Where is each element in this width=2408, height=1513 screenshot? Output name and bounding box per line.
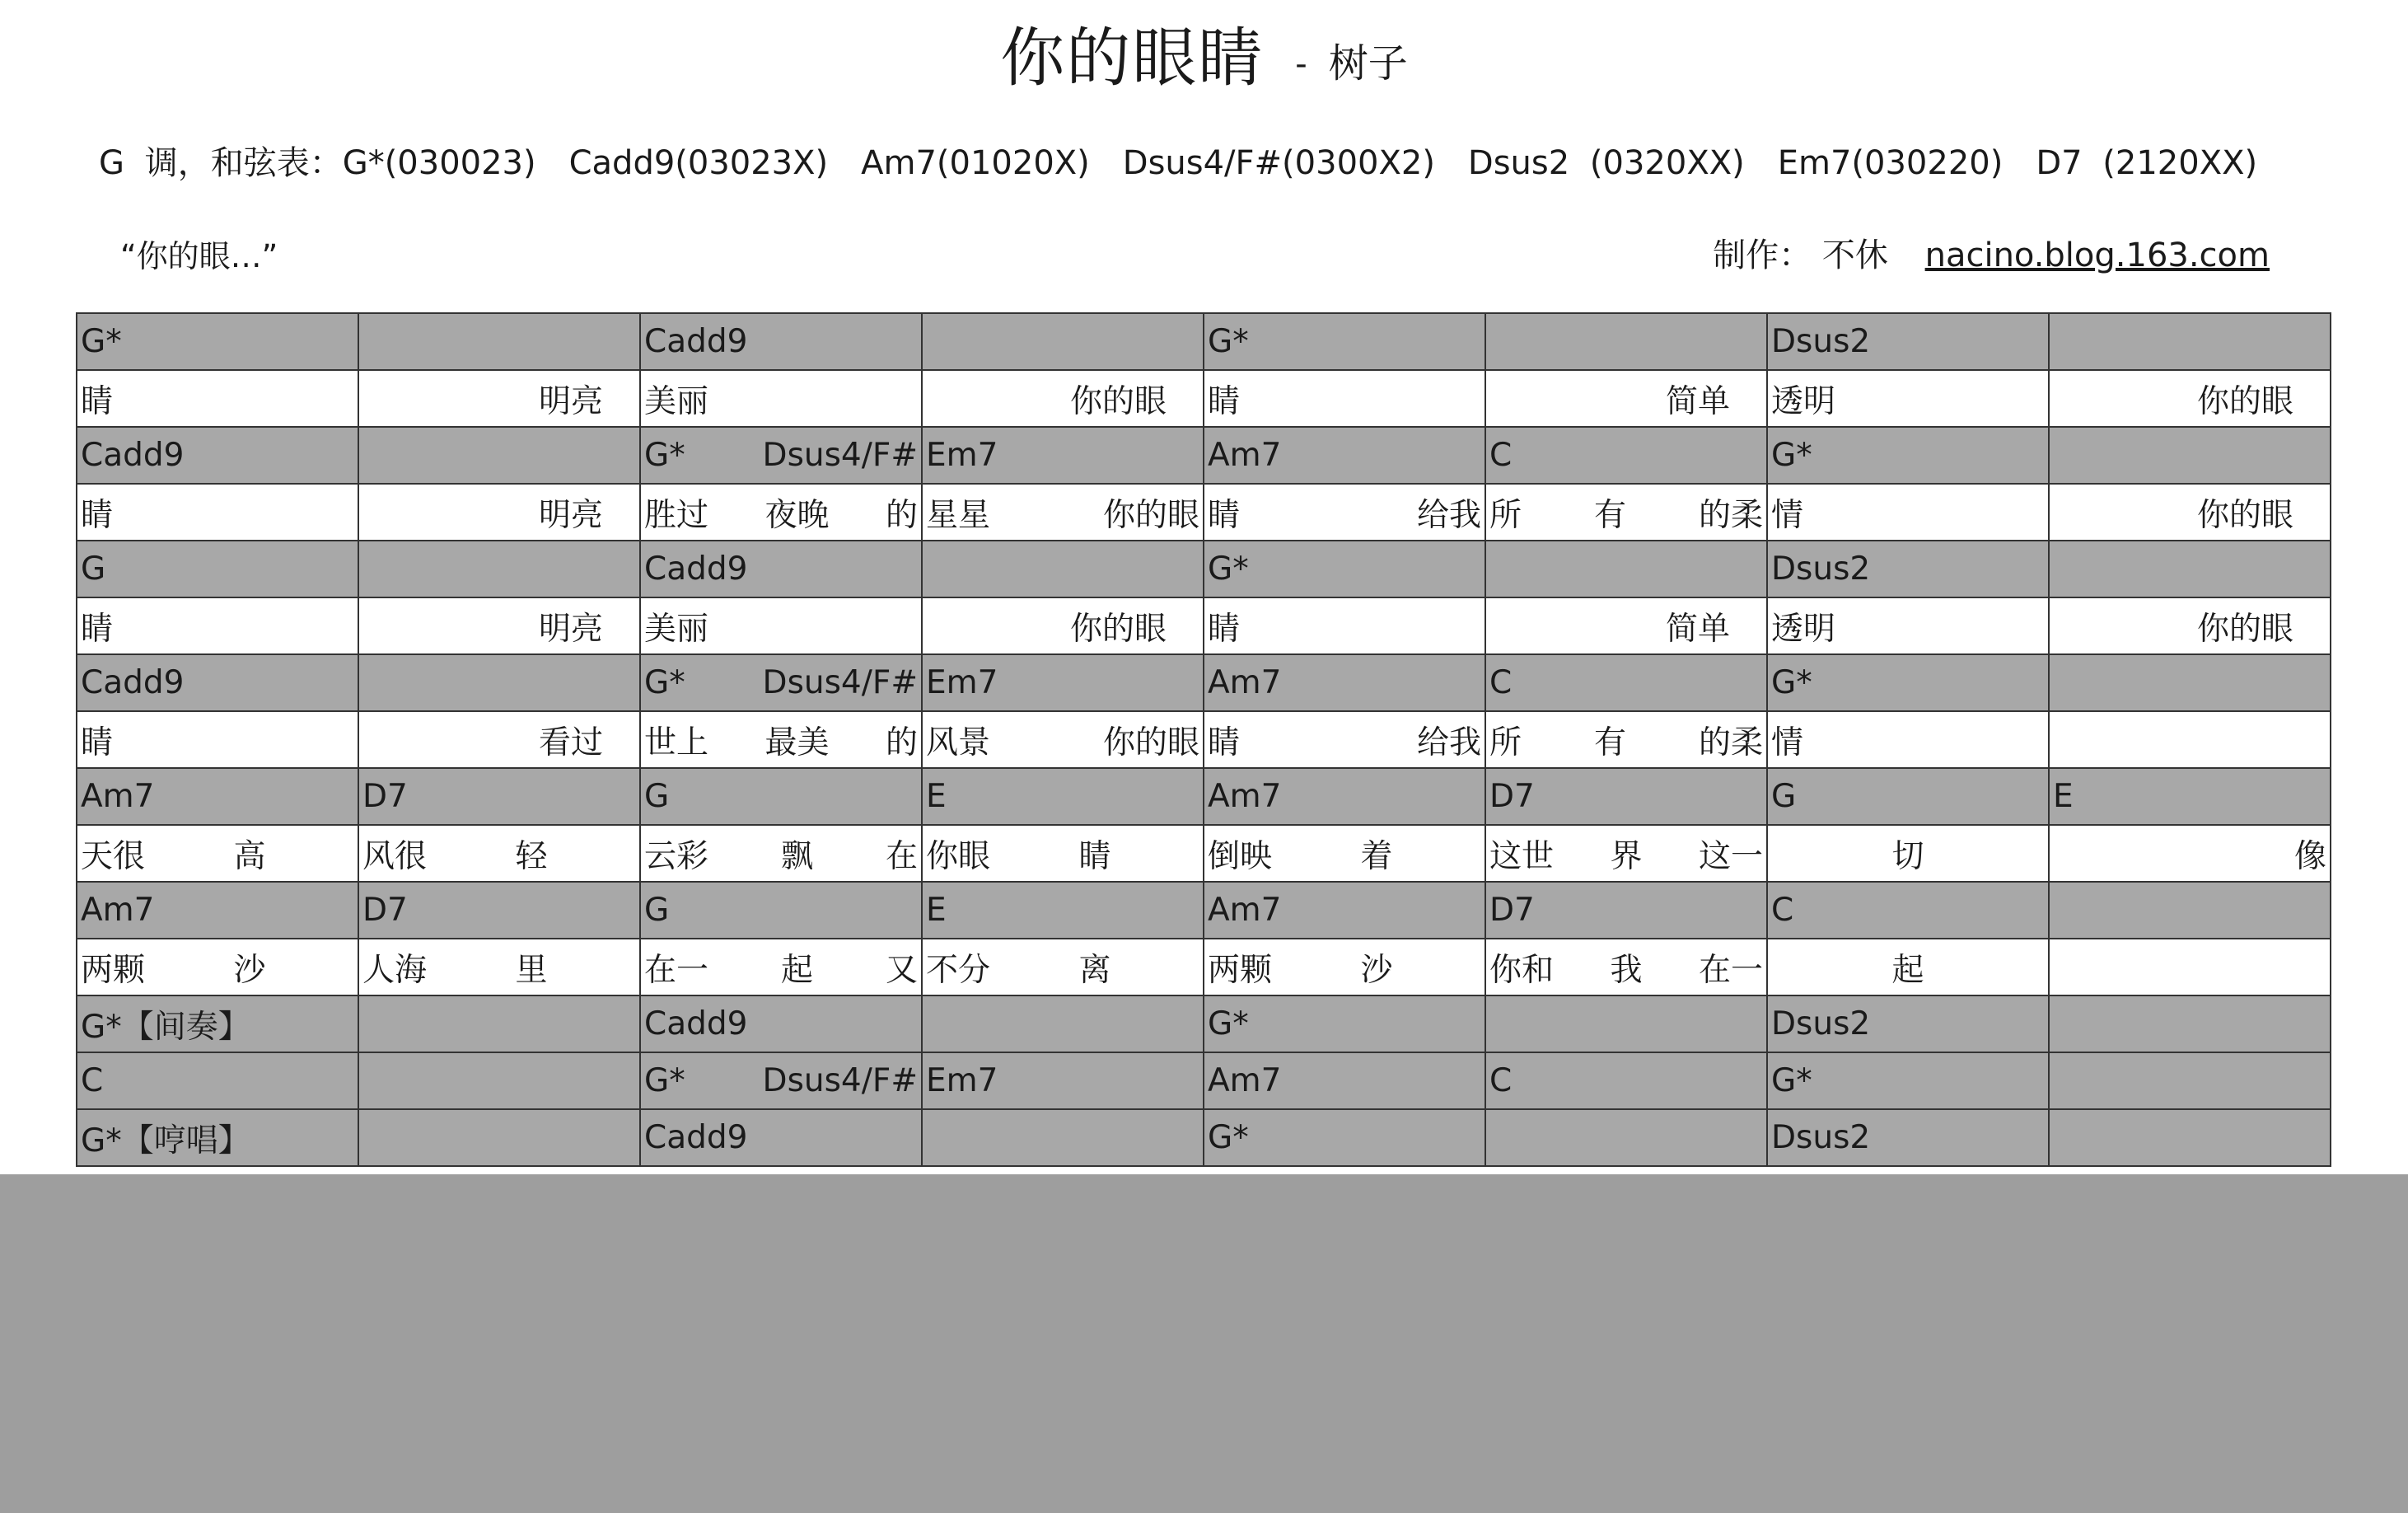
lyric-cell bbox=[1204, 484, 1485, 541]
lyric-text: 夜晚 bbox=[764, 496, 830, 534]
lyric-cell bbox=[922, 370, 1204, 427]
chord-name: G* bbox=[644, 437, 685, 474]
lyric-text: 简单 bbox=[1665, 610, 1730, 648]
lyric-text: 的柔 bbox=[1698, 724, 1763, 761]
lyric-text: 在一 bbox=[644, 951, 709, 989]
chord-cell bbox=[1485, 427, 1767, 484]
chord-row bbox=[77, 1109, 2331, 1166]
chord-cell bbox=[640, 654, 922, 711]
chord-cell bbox=[358, 768, 640, 825]
lyric-cell bbox=[1485, 939, 1767, 995]
chord-name: G* bbox=[1208, 323, 1249, 360]
chord-name: Dsus4/F# bbox=[762, 664, 918, 701]
lyric-text: 给我 bbox=[1416, 724, 1481, 761]
chord-name: D7 bbox=[362, 892, 408, 929]
lyric-text: 睛 bbox=[81, 382, 114, 420]
lyric-text: 睛 bbox=[1208, 610, 1241, 648]
lyric-cell bbox=[77, 939, 358, 995]
chord-cell bbox=[640, 1052, 922, 1109]
lyric-text: 世上 bbox=[644, 724, 709, 761]
chord-cell bbox=[922, 541, 1204, 597]
chord-cell bbox=[1485, 882, 1767, 939]
chord-name: G* bbox=[1208, 1119, 1249, 1156]
chord-name: C bbox=[81, 1062, 104, 1099]
chord-name: Am7 bbox=[1208, 437, 1282, 474]
chord-name: G bbox=[81, 550, 106, 588]
lyric-cell bbox=[922, 484, 1204, 541]
lyric-cell bbox=[2049, 484, 2331, 541]
chord-cell bbox=[77, 313, 358, 370]
chord-cell bbox=[2049, 427, 2331, 484]
lyric-text: 你的眼 bbox=[2196, 610, 2293, 648]
chord-cell bbox=[640, 427, 922, 484]
lyric-cell bbox=[1204, 711, 1485, 768]
lyric-text: 高 bbox=[233, 837, 266, 875]
chord-row bbox=[77, 313, 2331, 370]
chord-name: G*【哼唱】 bbox=[81, 1122, 250, 1159]
lyric-text: 你的眼 bbox=[1069, 610, 1167, 648]
chord-cell bbox=[358, 654, 640, 711]
lyric-text: 天很 bbox=[81, 837, 146, 875]
lyric-text: 胜过 bbox=[644, 496, 709, 534]
lyric-text: 你眼 bbox=[926, 837, 991, 875]
lyric-cell bbox=[640, 484, 922, 541]
lyric-cell bbox=[358, 939, 640, 995]
lyric-text: 所 bbox=[1489, 496, 1522, 534]
lyric-text: 睛 bbox=[1078, 837, 1111, 875]
lyric-text: 你的眼 bbox=[1069, 382, 1167, 420]
lyric-text: 睛 bbox=[81, 610, 114, 648]
chord-cell bbox=[1767, 1109, 2049, 1166]
chord-cell bbox=[1767, 313, 2049, 370]
chord-cell bbox=[358, 427, 640, 484]
lyric-row bbox=[77, 711, 2331, 768]
lyric-text: 美丽 bbox=[644, 382, 709, 420]
chord-name: Em7 bbox=[926, 664, 998, 701]
chord-sheet-table bbox=[76, 312, 2331, 1167]
lyric-text: 着 bbox=[1360, 837, 1393, 875]
chord-cell bbox=[77, 1109, 358, 1166]
lyric-text: 明亮 bbox=[538, 610, 603, 648]
lyric-text: 睛 bbox=[81, 724, 114, 761]
lyric-text: 透明 bbox=[1771, 382, 1836, 420]
lyric-text: 起 bbox=[1891, 951, 1924, 989]
lyric-text: 明亮 bbox=[538, 382, 603, 420]
chord-name: Am7 bbox=[1208, 892, 1282, 929]
chord-cell bbox=[2049, 313, 2331, 370]
chord-name: D7 bbox=[1489, 778, 1535, 815]
lyric-text: 界 bbox=[1610, 837, 1643, 875]
lyric-cell bbox=[1204, 597, 1485, 654]
chord-name: Cadd9 bbox=[81, 664, 185, 701]
chord-name: Cadd9 bbox=[644, 1119, 748, 1156]
lyric-text: 的 bbox=[885, 724, 918, 761]
chord-cell bbox=[922, 427, 1204, 484]
lyric-text: 又 bbox=[885, 951, 918, 989]
lyric-text: 不分 bbox=[926, 951, 991, 989]
lyric-text: 飘 bbox=[780, 837, 813, 875]
gray-overlay-panel bbox=[0, 1174, 2408, 1513]
chord-cell bbox=[1204, 995, 1485, 1052]
chord-name: Dsus2 bbox=[1771, 1119, 1871, 1156]
lyric-text: 星星 bbox=[926, 496, 991, 534]
chord-name: C bbox=[1489, 1062, 1513, 1099]
lyric-text: 的柔 bbox=[1698, 496, 1763, 534]
lyric-cell bbox=[77, 484, 358, 541]
lyric-text: 两颗 bbox=[1208, 951, 1273, 989]
credit-name: 不休 bbox=[1821, 237, 1888, 274]
lyric-text: 你和 bbox=[1489, 951, 1555, 989]
chord-cell bbox=[1204, 882, 1485, 939]
chord-cell bbox=[77, 654, 358, 711]
lyric-text: 轻 bbox=[515, 837, 548, 875]
chord-cell bbox=[1204, 1109, 1485, 1166]
chord-cell bbox=[1485, 313, 1767, 370]
lyric-cell bbox=[922, 711, 1204, 768]
lyric-cell bbox=[1485, 711, 1767, 768]
chord-cell bbox=[922, 768, 1204, 825]
chord-cell bbox=[77, 541, 358, 597]
lyric-text: 这一 bbox=[1698, 837, 1763, 875]
chord-cell bbox=[640, 541, 922, 597]
lyric-cell bbox=[2049, 370, 2331, 427]
lyric-cell bbox=[358, 484, 640, 541]
lyric-cell bbox=[922, 939, 1204, 995]
chord-name: Cadd9 bbox=[81, 437, 185, 474]
lyric-text: 沙 bbox=[233, 951, 266, 989]
chord-name: Dsus2 bbox=[1771, 550, 1871, 588]
chord-name: E bbox=[2053, 778, 2074, 815]
lyric-cell bbox=[1767, 825, 2049, 882]
chord-row bbox=[77, 541, 2331, 597]
chord-cell bbox=[358, 1052, 640, 1109]
chord-name: G* bbox=[1771, 1062, 1812, 1099]
lyric-text: 睛 bbox=[1208, 724, 1241, 761]
chord-name: G bbox=[644, 892, 670, 929]
lyric-cell bbox=[1485, 825, 1767, 882]
chord-cell bbox=[640, 768, 922, 825]
chord-cell bbox=[358, 995, 640, 1052]
chord-cell bbox=[358, 882, 640, 939]
lyric-cell bbox=[358, 711, 640, 768]
chord-name: G* bbox=[1208, 550, 1249, 588]
chord-cell bbox=[2049, 768, 2331, 825]
chord-name: Am7 bbox=[1208, 778, 1282, 815]
lyric-cell bbox=[1485, 597, 1767, 654]
lyric-cell bbox=[640, 825, 922, 882]
lyric-text: 所 bbox=[1489, 724, 1522, 761]
chord-cell bbox=[1767, 541, 2049, 597]
lyric-cell bbox=[1204, 939, 1485, 995]
lyric-text: 在一 bbox=[1698, 951, 1763, 989]
intro-quote: “你的眼…” bbox=[120, 238, 278, 274]
lyric-text: 睛 bbox=[1208, 496, 1241, 534]
lyric-text: 美丽 bbox=[644, 610, 709, 648]
lyric-text: 简单 bbox=[1665, 382, 1730, 420]
lyric-text: 睛 bbox=[81, 496, 114, 534]
chord-cell bbox=[922, 1052, 1204, 1109]
chord-name: E bbox=[926, 778, 947, 815]
lyric-cell bbox=[2049, 825, 2331, 882]
lyric-text: 离 bbox=[1078, 951, 1111, 989]
chord-name: D7 bbox=[1489, 892, 1535, 929]
chord-name: G* bbox=[1208, 1005, 1249, 1042]
lyric-text: 这世 bbox=[1489, 837, 1555, 875]
chord-cell bbox=[2049, 1052, 2331, 1109]
chord-cell bbox=[922, 882, 1204, 939]
chord-cell bbox=[922, 313, 1204, 370]
lyric-row bbox=[77, 939, 2331, 995]
chord-cell bbox=[77, 882, 358, 939]
chord-name: Dsus4/F# bbox=[762, 1062, 918, 1099]
chord-cell bbox=[1767, 654, 2049, 711]
chord-name: Am7 bbox=[1208, 1062, 1282, 1099]
lyric-text: 风景 bbox=[926, 724, 991, 761]
chord-cell bbox=[1204, 427, 1485, 484]
lyric-text: 你的眼 bbox=[2196, 382, 2293, 420]
chord-name: Em7 bbox=[926, 437, 998, 474]
chord-cell bbox=[1485, 995, 1767, 1052]
lyric-row bbox=[77, 484, 2331, 541]
lyric-cell bbox=[1204, 825, 1485, 882]
lyric-text: 起 bbox=[780, 951, 813, 989]
lyric-text: 你的眼 bbox=[1102, 496, 1199, 534]
lyric-cell bbox=[358, 825, 640, 882]
lyric-cell bbox=[2049, 597, 2331, 654]
lyric-text: 最美 bbox=[764, 724, 830, 761]
chord-cell bbox=[1204, 654, 1485, 711]
chord-name: Am7 bbox=[81, 892, 155, 929]
lyric-cell bbox=[640, 939, 922, 995]
lyric-text: 两颗 bbox=[81, 951, 146, 989]
lyric-text: 在 bbox=[885, 837, 918, 875]
chord-cell bbox=[1204, 1052, 1485, 1109]
lyric-text: 你的眼 bbox=[2196, 496, 2293, 534]
chord-cell bbox=[358, 541, 640, 597]
chord-cell bbox=[1767, 995, 2049, 1052]
chord-name: G bbox=[644, 778, 670, 815]
song-title-bar bbox=[0, 7, 2408, 99]
lyric-cell bbox=[640, 370, 922, 427]
lyric-cell bbox=[358, 370, 640, 427]
chord-name: Em7 bbox=[926, 1062, 998, 1099]
title-dash: - bbox=[1295, 45, 1307, 83]
lyric-cell bbox=[922, 825, 1204, 882]
lyric-row bbox=[77, 597, 2331, 654]
lyric-cell bbox=[922, 597, 1204, 654]
chord-row bbox=[77, 882, 2331, 939]
chord-name: G*【间奏】 bbox=[81, 1008, 250, 1046]
chord-name: C bbox=[1489, 437, 1513, 474]
chord-cell bbox=[922, 995, 1204, 1052]
lyric-text: 人海 bbox=[362, 951, 428, 989]
lyric-cell bbox=[77, 825, 358, 882]
lyric-cell bbox=[2049, 939, 2331, 995]
chord-cell bbox=[77, 768, 358, 825]
chord-row bbox=[77, 427, 2331, 484]
song-title: 你的眼睛 bbox=[1000, 21, 1265, 96]
chord-name: Dsus2 bbox=[1771, 323, 1871, 360]
chord-cell bbox=[640, 995, 922, 1052]
lyric-cell bbox=[1767, 711, 2049, 768]
lyric-text: 有 bbox=[1593, 724, 1626, 761]
lyric-text: 透明 bbox=[1771, 610, 1836, 648]
lyric-text: 倒映 bbox=[1208, 837, 1273, 875]
chord-name: E bbox=[926, 892, 947, 929]
lyric-text: 切 bbox=[1891, 837, 1924, 875]
lyric-cell bbox=[2049, 711, 2331, 768]
lyric-cell bbox=[1485, 370, 1767, 427]
chord-cell bbox=[2049, 882, 2331, 939]
lyric-row bbox=[77, 370, 2331, 427]
lyric-text: 风很 bbox=[362, 837, 428, 875]
lyric-text: 的 bbox=[885, 496, 918, 534]
lyric-text: 明亮 bbox=[538, 496, 603, 534]
lyric-text: 情 bbox=[1771, 496, 1804, 534]
chord-name: G* bbox=[1771, 437, 1812, 474]
lyric-cell bbox=[1204, 370, 1485, 427]
artist-name: 树子 bbox=[1328, 40, 1408, 87]
chord-row bbox=[77, 1052, 2331, 1109]
lyric-row bbox=[77, 825, 2331, 882]
blog-link[interactable]: nacino.blog.163.com bbox=[1924, 237, 2270, 274]
chord-cell bbox=[77, 1052, 358, 1109]
chord-name: Am7 bbox=[81, 778, 155, 815]
lyric-text: 情 bbox=[1771, 724, 1804, 761]
lyric-text: 我 bbox=[1610, 951, 1643, 989]
chord-name: G* bbox=[644, 1062, 685, 1099]
lyric-cell bbox=[77, 711, 358, 768]
chord-cell bbox=[1485, 768, 1767, 825]
chord-cell bbox=[1204, 541, 1485, 597]
chord-name: Cadd9 bbox=[644, 1005, 748, 1042]
chord-row bbox=[77, 654, 2331, 711]
chord-name: Cadd9 bbox=[644, 323, 748, 360]
lyric-text: 睛 bbox=[1208, 382, 1241, 420]
chord-name: G* bbox=[644, 664, 685, 701]
lyric-text: 像 bbox=[2293, 837, 2326, 875]
chord-cell bbox=[1485, 541, 1767, 597]
chord-cell bbox=[922, 654, 1204, 711]
chord-cell bbox=[77, 427, 358, 484]
lyric-cell bbox=[77, 370, 358, 427]
lyric-text: 你的眼 bbox=[1102, 724, 1199, 761]
lyric-cell bbox=[1485, 484, 1767, 541]
chord-name: C bbox=[1771, 892, 1794, 929]
chord-name: C bbox=[1489, 664, 1513, 701]
lyric-text: 有 bbox=[1593, 496, 1626, 534]
chord-cell bbox=[1767, 882, 2049, 939]
chord-cell bbox=[1485, 1052, 1767, 1109]
chord-row bbox=[77, 768, 2331, 825]
chord-cell bbox=[1767, 427, 2049, 484]
chord-chart-info: G 调，和弦表：G*(030023) Cadd9(03023X) Am7(01020X) Dsus4/F#(0300X2) Dsus2 (0320XX) Em7(030220) D7 (2120XX) bbox=[99, 144, 2258, 182]
chord-name: G* bbox=[1771, 664, 1812, 701]
lyric-cell bbox=[1767, 597, 2049, 654]
chord-name: G bbox=[1771, 778, 1797, 815]
chord-cell bbox=[77, 995, 358, 1052]
chord-cell bbox=[358, 313, 640, 370]
lyric-cell bbox=[1767, 939, 2049, 995]
lyric-cell bbox=[1767, 370, 2049, 427]
lyric-text: 给我 bbox=[1416, 496, 1481, 534]
chord-row bbox=[77, 995, 2331, 1052]
lyric-cell bbox=[640, 597, 922, 654]
lyric-text: 云彩 bbox=[644, 837, 709, 875]
chord-cell bbox=[640, 882, 922, 939]
chord-cell bbox=[1204, 768, 1485, 825]
chord-cell bbox=[2049, 541, 2331, 597]
chord-cell bbox=[1767, 768, 2049, 825]
chord-name: Am7 bbox=[1208, 664, 1282, 701]
chord-cell bbox=[1767, 1052, 2049, 1109]
chord-name: Cadd9 bbox=[644, 550, 748, 588]
chord-cell bbox=[1204, 313, 1485, 370]
chord-cell bbox=[2049, 995, 2331, 1052]
chord-cell bbox=[2049, 654, 2331, 711]
chord-cell bbox=[1485, 1109, 1767, 1166]
lyric-text: 看过 bbox=[538, 724, 603, 761]
chord-cell bbox=[1485, 654, 1767, 711]
chord-cell bbox=[2049, 1109, 2331, 1166]
lyric-cell bbox=[77, 597, 358, 654]
lyric-cell bbox=[640, 711, 922, 768]
chord-name: G* bbox=[81, 323, 122, 360]
chord-name: Dsus2 bbox=[1771, 1005, 1871, 1042]
chord-cell bbox=[640, 313, 922, 370]
lyric-cell bbox=[1767, 484, 2049, 541]
chord-cell bbox=[640, 1109, 922, 1166]
lyric-cell bbox=[358, 597, 640, 654]
chord-cell bbox=[922, 1109, 1204, 1166]
credit-label: 制作： bbox=[1713, 237, 1812, 274]
chord-cell bbox=[358, 1109, 640, 1166]
chord-name: Dsus4/F# bbox=[762, 437, 918, 474]
lyric-text: 沙 bbox=[1360, 951, 1393, 989]
chord-name: D7 bbox=[362, 778, 408, 815]
lyric-text: 里 bbox=[515, 951, 548, 989]
credit-line bbox=[1713, 229, 2270, 276]
